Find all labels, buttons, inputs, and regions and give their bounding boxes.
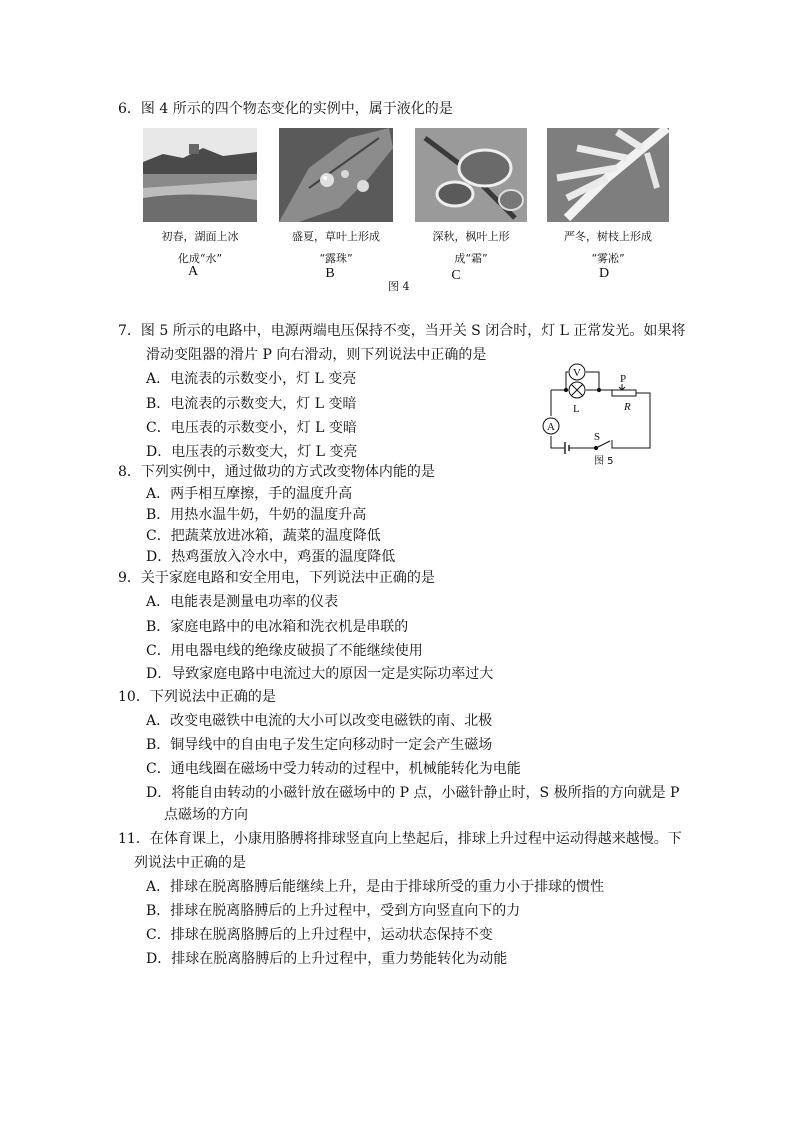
q11-stem-line1: 11．在体育课上，小康用胳膊将排球竖直向上垫起后，排球上升过程中运动得越来越慢。下 — [118, 831, 682, 847]
figure-4-label: 图 4 — [388, 280, 410, 293]
q7-option-a: A．电流表的示数变小，灯 L 变亮 — [146, 371, 357, 387]
q11-option-a: A．排球在脱离胳膊后能继续上升，是由于排球所受的重力小于排球的惯性 — [146, 879, 605, 895]
q10-option-d: D．将能自由转动的小磁针放在磁场中的 P 点，小磁针静止时，S 极所指的方向就是 P — [146, 785, 680, 801]
q10-stem: 10．下列说法中正确的是 — [118, 689, 276, 705]
q10-option-d-continued: 点磁场的方向 — [164, 807, 248, 823]
photo-b-dew-leaf — [279, 128, 393, 222]
slider-label: P — [620, 373, 627, 385]
q8-option-a: A．两手相互摩擦，手的温度升高 — [146, 486, 353, 502]
figure-5-label: 图 5 — [594, 456, 614, 467]
q9-option-a: A．电能表是测量电功率的仪表 — [146, 594, 339, 610]
q9-option-b: B．家庭电路中的电冰箱和洗衣机是串联的 — [146, 619, 409, 635]
q9-option-d: D．导致家庭电路中电流过大的原因一定是实际功率过大 — [146, 666, 494, 682]
battery-icon — [565, 442, 569, 454]
q11-option-d: D．排球在脱离胳膊后的上升过程中，重力势能转化为动能 — [146, 951, 508, 967]
option-letter-b: B — [325, 266, 335, 281]
q7-option-b: B．电流表的示数变大，灯 L 变暗 — [146, 396, 357, 412]
option-letter-a: A — [187, 264, 199, 279]
rheostat-label: R — [624, 401, 631, 413]
q8-option-c: C．把蔬菜放进冰箱，蔬菜的温度降低 — [146, 528, 381, 544]
q6-stem: 6．图 4 所示的四个物态变化的实例中，属于液化的是 — [118, 101, 453, 117]
ammeter-label: A — [547, 421, 555, 433]
caption-c: 深秋，枫叶上形 成“霜” — [432, 230, 510, 265]
caption-b: 盛夏，草叶上形成 “露珠” — [292, 230, 380, 265]
q8-option-d: D．热鸡蛋放入冷水中，鸡蛋的温度降低 — [146, 549, 396, 565]
q7-option-d: D．电压表的示数变大，灯 L 变亮 — [146, 444, 358, 460]
voltmeter-label: V — [573, 367, 581, 379]
q9-stem: 9．关于家庭电路和安全用电，下列说法中正确的是 — [118, 570, 435, 586]
q10-option-b: B．铜导线中的自由电子发生定向移动时一定会产生磁场 — [146, 737, 493, 753]
caption-a: 初春，湖面上冰 化成“水” — [161, 230, 239, 265]
photo-a-lake-ice — [143, 128, 257, 222]
q7-option-c: C．电压表的示数变小，灯 L 变暗 — [146, 420, 357, 436]
switch-label: S — [594, 431, 601, 443]
q7-stem-line1: 7．图 5 所示的电路中，电源两端电压保持不变，当开关 S 闭合时，灯 L 正常发光。如果将 — [118, 323, 686, 339]
q10-option-a: A．改变电磁铁中电流的大小可以改变电磁铁的南、北极 — [146, 713, 493, 729]
lamp-label: L — [573, 403, 580, 415]
q11-stem-line2: 列说法中正确的是 — [134, 855, 246, 871]
q9-option-c: C．用电器电线的绝缘皮破损了不能继续使用 — [146, 643, 423, 659]
circuit-diagram-figure-5 — [534, 360, 664, 468]
photo-c-frost-leaf — [415, 128, 527, 222]
caption-d: 严冬，树枝上形成 “雾凇” — [564, 230, 652, 265]
q8-stem: 8．下列实例中，通过做功的方式改变物体内能的是 — [118, 464, 435, 480]
q10-option-c: C．通电线圈在磁场中受力转动的过程中，机械能转化为电能 — [146, 761, 521, 777]
option-letter-c: C — [451, 268, 461, 283]
option-letter-d: D — [598, 266, 610, 281]
q8-option-b: B．用热水温牛奶，牛奶的温度升高 — [146, 507, 367, 523]
q7-stem-line2: 滑动变阻器的滑片 P 向右滑动，则下列说法中正确的是 — [146, 347, 487, 363]
photo-d-rime-branch — [547, 128, 669, 222]
q11-option-c: C．排球在脱离胳膊后的上升过程中，运动状态保持不变 — [146, 927, 493, 943]
q11-option-b: B．排球在脱离胳膊后的上升过程中，受到方向竖直向下的力 — [146, 903, 521, 919]
rheostat-icon — [612, 390, 636, 396]
